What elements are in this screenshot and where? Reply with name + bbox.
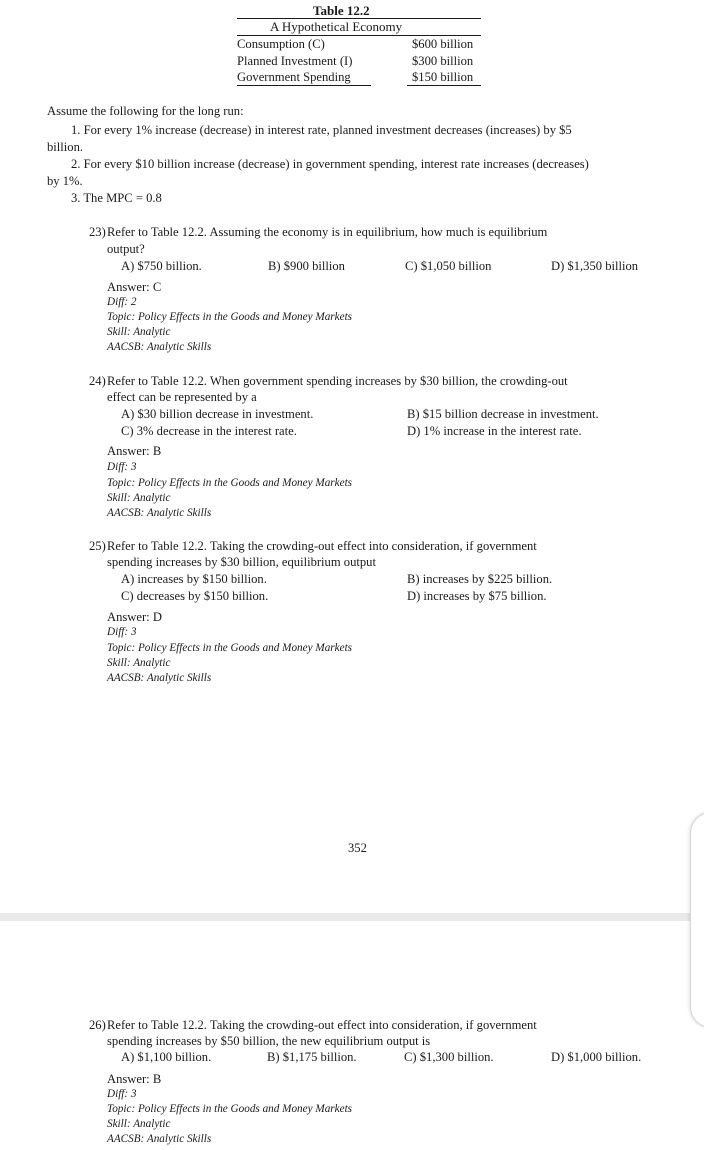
answer-option: B) $900 billion (268, 259, 345, 273)
aacsb: AACSB: Analytic Skills (107, 1133, 212, 1145)
question-stem: Refer to Table 12.2. When government spending increases by $30 billion, the crowding-out (107, 374, 568, 388)
table-row-value: $300 billion (412, 54, 474, 68)
answer-option: A) $1,100 billion. (121, 1050, 212, 1064)
topic: Topic: Policy Effects in the Goods and Money Markets (107, 477, 353, 489)
question-number: 25) (89, 539, 106, 553)
difficulty: Diff: 2 (107, 296, 137, 308)
table-bottom-rule-right (407, 85, 481, 86)
answer-option: C) $1,050 billion (405, 259, 492, 273)
skill: Skill: Analytic (107, 657, 171, 669)
table-header-rule (237, 35, 481, 36)
question-stem-cont: spending increases by $30 billion, equilibrium output (107, 555, 376, 569)
skill: Skill: Analytic (107, 1118, 171, 1130)
scroll-handle[interactable] (690, 812, 704, 1028)
table-subtitle: A Hypothetical Economy (270, 19, 403, 34)
answer-key: Answer: B (107, 1072, 162, 1086)
assumption-item-1: 1. For every 1% increase (decrease) in interest rate, planned investment decreases (increases) by $5 (71, 123, 572, 137)
table-row-label: Planned Investment (I) (237, 54, 353, 68)
table-bottom-rule-left (237, 85, 371, 86)
answer-key: Answer: C (107, 280, 162, 294)
aacsb: AACSB: Analytic Skills (107, 507, 212, 519)
topic: Topic: Policy Effects in the Goods and Money Markets (107, 311, 353, 323)
topic: Topic: Policy Effects in the Goods and Money Markets (107, 1103, 353, 1115)
question-number: 24) (89, 374, 106, 388)
answer-option: B) $15 billion decrease in investment. (407, 407, 599, 421)
question-stem-cont: spending increases by $50 billion, the new equilibrium output is (107, 1034, 431, 1048)
difficulty: Diff: 3 (107, 1088, 137, 1100)
question-stem-cont: output? (107, 242, 145, 256)
topic: Topic: Policy Effects in the Goods and Money Markets (107, 642, 353, 654)
answer-option: D) 1% increase in the interest rate. (407, 424, 582, 438)
question-number: 23) (89, 225, 106, 239)
assumption-item-2-cont: by 1%. (47, 174, 83, 188)
skill: Skill: Analytic (107, 326, 171, 338)
question-stem: Refer to Table 12.2. Taking the crowding-out effect into consideration, if government (107, 1018, 537, 1032)
table-row-label: Consumption (C) (237, 37, 325, 51)
question-stem-cont: effect can be represented by a (107, 390, 257, 404)
difficulty: Diff: 3 (107, 461, 137, 473)
answer-key: Answer: B (107, 444, 162, 458)
skill: Skill: Analytic (107, 492, 171, 504)
answer-option: C) $1,300 billion. (404, 1050, 494, 1064)
answer-option: C) decreases by $150 billion. (121, 589, 269, 603)
page-break (0, 913, 704, 921)
answer-key: Answer: D (107, 610, 162, 624)
question-stem: Refer to Table 12.2. Assuming the economy is in equilibrium, how much is equilibrium (107, 225, 548, 239)
assumptions-intro: Assume the following for the long run: (47, 104, 244, 118)
answer-option: B) increases by $225 billion. (407, 572, 553, 586)
answer-option: A) $750 billion. (121, 259, 202, 273)
aacsb: AACSB: Analytic Skills (107, 672, 212, 684)
difficulty: Diff: 3 (107, 626, 137, 638)
table-row-label: Government Spending (237, 70, 351, 84)
aacsb: AACSB: Analytic Skills (107, 341, 212, 353)
answer-option: A) increases by $150 billion. (121, 572, 267, 586)
table-title: Table 12.2 (313, 3, 370, 18)
assumption-item-3: 3. The MPC = 0.8 (71, 191, 162, 205)
answer-option: C) 3% decrease in the interest rate. (121, 424, 297, 438)
answer-option: A) $30 billion decrease in investment. (121, 407, 314, 421)
assumption-item-2: 2. For every $10 billion increase (decrease) in government spending, interest rate increases (decreases) (71, 157, 589, 171)
answer-option: D) $1,350 billion (551, 259, 639, 273)
assumption-item-1-cont: billion. (47, 140, 84, 154)
answer-option: B) $1,175 billion. (267, 1050, 357, 1064)
table-row-value: $150 billion (412, 70, 474, 84)
answer-option: D) increases by $75 billion. (407, 589, 547, 603)
table-row-value: $600 billion (412, 37, 474, 51)
answer-option: D) $1,000 billion. (551, 1050, 642, 1064)
question-number: 26) (89, 1018, 106, 1032)
question-stem: Refer to Table 12.2. Taking the crowding-out effect into consideration, if government (107, 539, 537, 553)
page-number: 352 (348, 841, 367, 855)
